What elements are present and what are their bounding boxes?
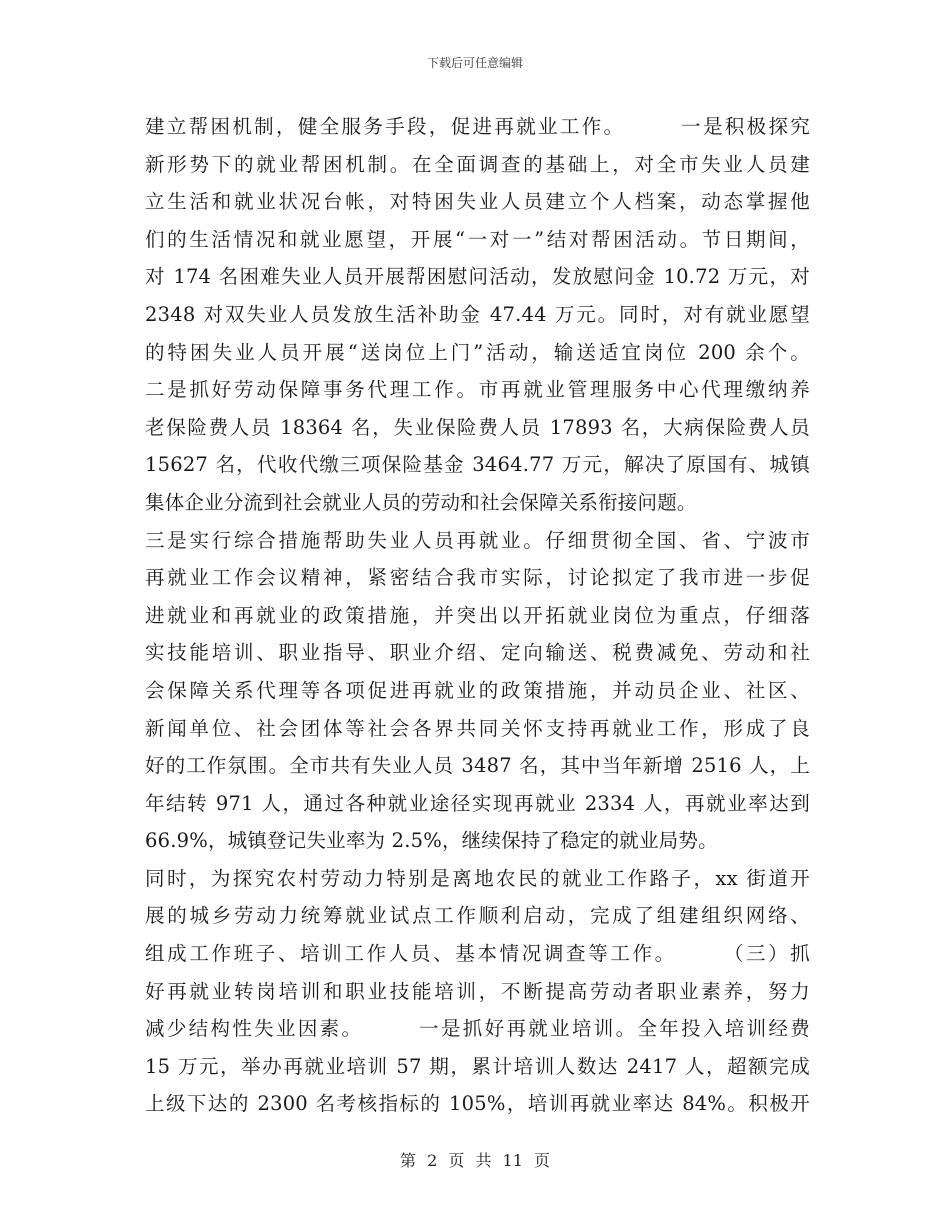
text-line: 展的城乡劳动力统筹就业试点工作顺利启动，完成了组建组织网络、: [145, 904, 810, 928]
text-line: 老保险费人员 18364 名，失业保险费人员 17893 名，大病保险费人员: [145, 415, 810, 439]
text-line: 立生活和就业状况台帐，对特困失业人员建立个人档案，动态掌握他: [145, 190, 810, 214]
text-line: 上级下达的 2300 名考核指标的 105%，培训再就业率达 84%。积极开: [145, 1092, 810, 1116]
text-line: 再就业工作会议精神，紧密结合我市实际，讨论拟定了我市进一步促: [145, 566, 810, 590]
text-line: 二是抓好劳动保障事务代理工作。市再就业管理服务中心代理缴纳养: [145, 378, 810, 402]
text-line: 好的工作氛围。全市共有失业人员 3487 名，其中当年新增 2516 人，上: [145, 754, 810, 778]
text-line: 们的生活情况和就业愿望，开展“一对一”结对帮困活动。节日期间，: [145, 227, 810, 251]
text-line: 15 万元，举办再就业培训 57 期，累计培训人数达 2417 人，超额完成: [145, 1054, 810, 1078]
text-line: 实技能培训、职业指导、职业介绍、定向输送、税费减免、劳动和社: [145, 641, 810, 665]
text-line: 同时，为探究农村劳动力特别是离地农民的就业工作路子，xx 街道开: [145, 866, 810, 890]
text-line: 会保障关系代理等各项促进再就业的政策措施，并动员企业、社区、: [145, 678, 810, 702]
text-line: 15627 名，代收代缴三项保险基金 3464.77 万元，解决了原国有、城镇: [145, 453, 810, 477]
text-line: 66.9%，城镇登记失业率为 2.5%，继续保持了稳定的就业局势。: [145, 829, 718, 853]
text-line: 好再就业转岗培训和职业技能培训，不断提高劳动者职业素养，努力: [145, 979, 810, 1003]
text-line: 建立帮困机制，健全服务手段，促进再就业工作。 一是积极探究: [145, 115, 810, 138]
text-line: 新闻单位、社会团体等社会各界共同关怀支持再就业工作，形成了良: [145, 716, 810, 740]
text-line: 新形势下的就业帮困机制。在全面调查的基础上，对全市失业人员建: [145, 152, 810, 176]
text-line: 2348 对双失业人员发放生活补助金 47.44 万元。同时，对有就业愿望: [145, 302, 810, 326]
text-line: 组成工作班子、培训工作人员、基本情况调查等工作。 （三）抓: [145, 942, 810, 966]
text-line: 三是实行综合措施帮助失业人员再就业。仔细贯彻全国、省、宁波市: [145, 528, 810, 552]
text-line: 减少结构性失业因素。 一是抓好再就业培训。全年投入培训经费: [145, 1017, 810, 1041]
text-line: 年结转 971 人，通过各种就业途径实现再就业 2334 人，再就业率达到: [145, 791, 810, 815]
text-line: 集体企业分流到社会就业人员的劳动和社会保障关系衔接问题。: [145, 490, 697, 514]
page-footer: 第 2 页 共 11 页: [400, 1151, 550, 1170]
text-line: 的特困失业人员开展“送岗位上门”活动，输送适宜岗位 200 余个。: [145, 340, 810, 364]
document-body: [145, 108, 810, 1123]
text-line: 进就业和再就业的政策措施，并突出以开拓就业岗位为重点，仔细落: [145, 603, 810, 627]
text-line: 对 174 名困难失业人员开展帮困慰问活动，发放慰问金 10.72 万元，对: [145, 265, 810, 289]
page-header: 下载后可任意编辑: [426, 56, 523, 70]
